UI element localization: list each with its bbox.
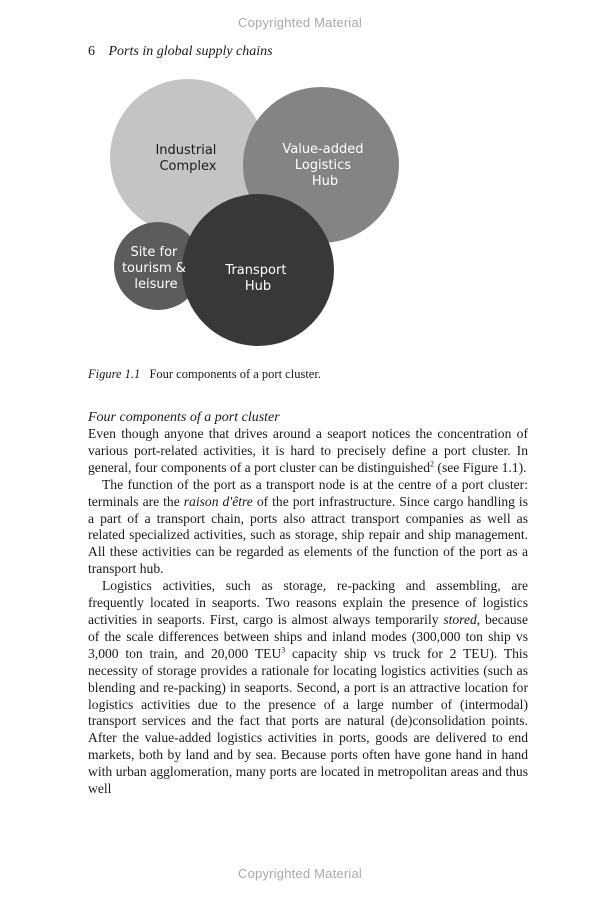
body-text [88, 426, 528, 798]
text-run: The function of the port as a transport node is at the centre of a port cluster: terminals are the [88, 476, 528, 509]
emphasis-text: stored [443, 611, 477, 627]
text-run: Even though anyone that drives around a seaport notices the concentration of various port-related activities, it is hard to precisely define a port cluster. In general, four components of a port cluster can be distinguished [88, 426, 528, 475]
label-value-added-logistics-hub: Value-added Logistics Hub [282, 142, 364, 189]
footnote-marker: 3 [281, 645, 286, 655]
paragraph [88, 426, 528, 477]
text-run: , because of the scale differences between ships and inland modes (300,000 ton ship vs 3,000 ton train, and 20,000 TEU [88, 611, 528, 661]
emphasis-text: raison d'être [183, 493, 253, 509]
running-head-title: Ports in global supply chains [108, 44, 273, 59]
paragraph [88, 578, 528, 798]
watermark-bottom: Copyrighted Material [238, 866, 362, 881]
running-head [88, 44, 273, 60]
text-run: capacity ship vs truck for 2 TEU). This necessity of storage provides a rationale for locating logistics activities (such as blending and re-packing) in seaports. Second, a port is an attractive location for logistics activities due to the presence of a large number of (intermodal) transport services and the fact that ports are natural (de)consolidation points. After the value-added logistics activities in ports, goods are delivered to end markets, both by land and by sea. Because ports often have gone hand in hand with urban agglomeration, many ports are located in metropolitan areas and thus well [88, 645, 528, 797]
figure-caption [88, 367, 321, 382]
text-run: of the port infrastructure. Since cargo handling is a part of a transport chain, ports also attract transport companies as well as related specialized activities, such as storage, ship repair and ship management. All these activities can be regarded as elements of the function of the port as a transport hub. [88, 493, 528, 577]
figure-caption-text: Four components of a port cluster. [149, 367, 321, 381]
figure-number: Figure 1.1 [88, 367, 141, 381]
label-transport-hub: Transport Hub [225, 263, 287, 294]
page-number: 6 [88, 44, 95, 59]
watermark-top: Copyrighted Material [238, 15, 362, 30]
venn-figure [88, 78, 508, 368]
text-run: Logistics activities, such as storage, re-packing and assembling, are frequently located in seaports. Two reasons explain the presence of logistics activities in seaports. First, cargo is almost always temporarily [88, 578, 528, 627]
footnote-marker: 2 [430, 459, 435, 469]
section-heading: Four components of a port cluster [88, 410, 280, 425]
paragraph [88, 477, 528, 578]
label-industrial-complex: Industrial Complex [155, 143, 217, 174]
label-tourism-leisure: Site for tourism & leisure [121, 245, 186, 292]
text-run: (see Figure 1.1). [434, 459, 527, 475]
